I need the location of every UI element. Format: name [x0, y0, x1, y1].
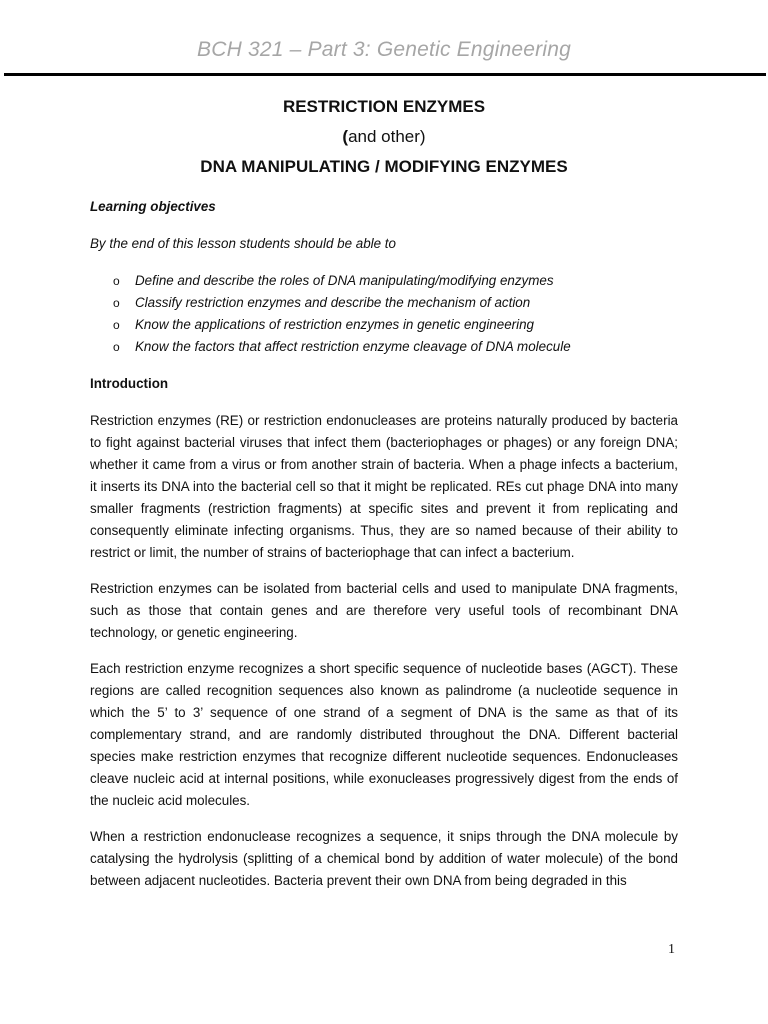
title-subtitle-paren: (	[342, 127, 349, 146]
introduction-paragraph: When a restriction endonuclease recognizes a sequence, it snips through the DNA molecule by catalysing the hydrolysis (splitting of a chemical bond by addition of water molecule) of the bond between adjacent nucleotides. Bacteria prevent their own DNA from being degraded in this	[90, 829, 678, 888]
objective-item	[90, 292, 678, 314]
learning-objectives-intro: By the end of this lesson students should be able to	[90, 236, 396, 251]
document-body	[90, 196, 678, 906]
bullet-icon: o	[113, 274, 120, 288]
introduction-paragraph: Each restriction enzyme recognizes a short specific sequence of nucleotide bases (AGCT). These regions are called recognition sequences also known as palindrome (a nucleotide sequence in which the 5’ to 3’ sequence of one strand of a segment of DNA is the same as that of its complementary strand, and are randomly distributed throughout the DNA. Different bacterial species make restriction enzymes that recognize different nucleotide sequences. Endonucleases cleave nucleic acid at internal positions, while exonucleases progressively digest from the ends of the nucleic acid molecules.	[90, 661, 678, 808]
page-number: 1	[668, 942, 675, 957]
introduction-paragraph: Restriction enzymes can be isolated from bacterial cells and used to manipulate DNA fragments, such as those that contain genes and are therefore very useful tools of recombinant DNA technology, or genetic engineering.	[90, 581, 678, 640]
title-main: RESTRICTION ENZYMES	[282, 97, 486, 116]
introduction-heading: Introduction	[90, 376, 169, 391]
introduction-paragraph: Restriction enzymes (RE) or restriction endonucleases are proteins naturally produced by bacteria to fight against bacterial viruses that infect them (bacteriophages or phages) or any foreign DNA; whether it came from a virus or from another strain of bacteria. When a phage infects a bacterium, it inserts its DNA into the bacterial cell so that it might be replicated. REs cut phage DNA into many smaller fragments (restriction fragments) at specific sites and prevent it from replicating and consequently eliminate infecting organisms. Thus, they are so named because of their ability to restrict or limit, the number of strains of bacteriophage that can infect a bacterium.	[90, 413, 678, 560]
title-secondary: DNA MANIPULATING / MODIFYING ENZYMES	[200, 157, 568, 176]
objective-text: Classify restriction enzymes and describe the mechanism of action	[135, 295, 531, 310]
objective-item	[90, 270, 678, 292]
objective-text: Know the applications of restriction enzymes in genetic engineering	[135, 317, 534, 332]
bullet-icon: o	[113, 296, 120, 310]
running-header: BCH 321 – Part 3: Genetic Engineering	[197, 38, 571, 61]
objective-text: Define and describe the roles of DNA manipulating/modifying enzymes	[135, 273, 554, 288]
objective-text: Know the factors that affect restriction enzyme cleavage of DNA molecule	[135, 339, 571, 354]
bullet-icon: o	[113, 340, 120, 354]
title-subtitle-text: and other)	[348, 127, 426, 146]
header-divider	[4, 73, 766, 76]
bullet-icon: o	[113, 318, 120, 332]
objective-item	[90, 314, 678, 336]
document-title	[0, 95, 768, 179]
learning-objectives-heading: Learning objectives	[90, 199, 216, 214]
learning-objectives-list	[90, 270, 678, 358]
objective-item	[90, 336, 678, 358]
title-subtitle	[0, 125, 768, 149]
